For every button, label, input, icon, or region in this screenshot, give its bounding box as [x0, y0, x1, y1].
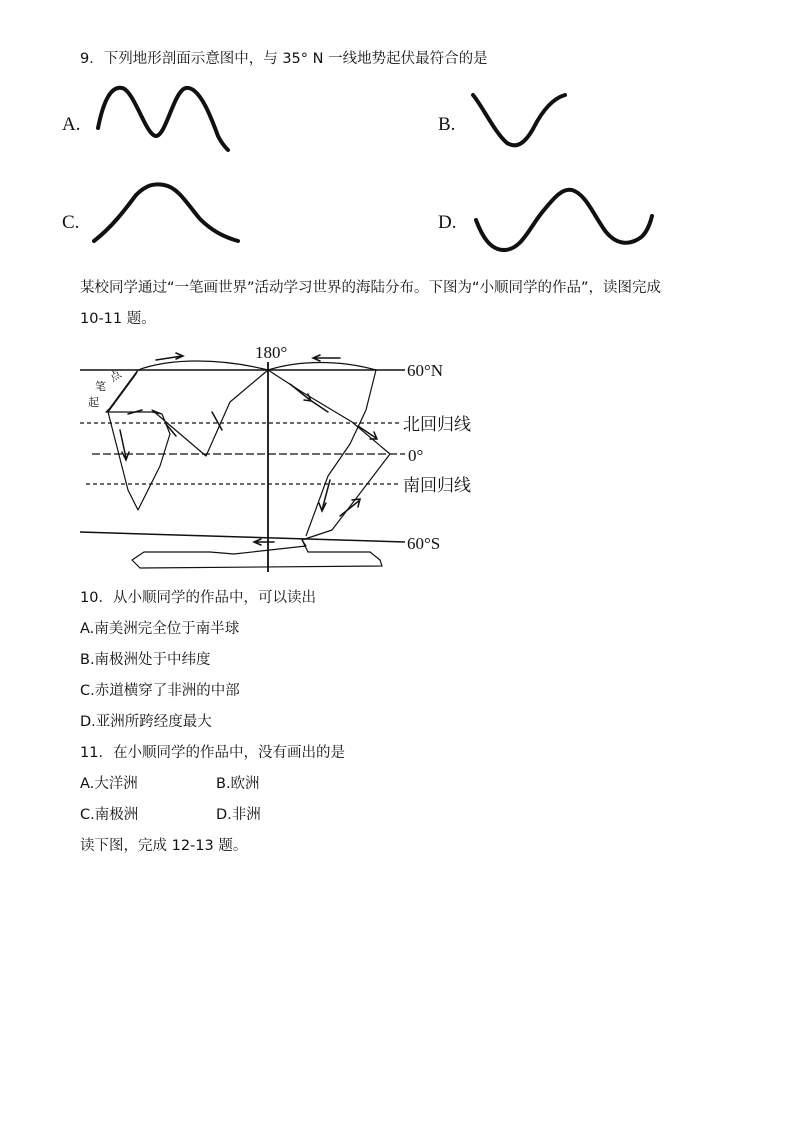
q10-option-a[interactable]: A.南美洲完全位于南半球 — [80, 621, 240, 637]
q11-option-d[interactable]: D.非洲 — [216, 807, 261, 823]
intro-line-1: 某校同学通过“一笔画世界”活动学习世界的海陆分布。下图为“小顺同学的作品”，读图完成 — [80, 280, 662, 296]
q9-option-a-label[interactable]: A. — [62, 114, 81, 135]
q9-option-d-label[interactable]: D. — [438, 212, 457, 233]
q11-option-c[interactable]: C.南极洲 — [80, 807, 139, 823]
q11-option-a[interactable]: A.大洋洲 — [80, 776, 138, 792]
arrow-marks — [120, 353, 377, 545]
q10-option-b[interactable]: B.南极洲处于中纬度 — [80, 652, 211, 668]
one-stroke-world-map — [70, 340, 490, 580]
line-60s — [80, 532, 405, 542]
q9-option-b-label[interactable]: B. — [438, 114, 456, 135]
q10-option-d[interactable]: D.亚洲所跨经度最大 — [80, 714, 212, 730]
q9-profile-b — [465, 85, 575, 155]
q11-option-b[interactable]: B.欧洲 — [216, 776, 260, 792]
q9-profile-a — [90, 80, 240, 160]
q10-question: 10．从小顺同学的作品中，可以读出 — [80, 590, 316, 606]
q9-question: 9．下列地形剖面示意图中，与 35° N 一线地势起伏最符合的是 — [80, 51, 488, 67]
label-tropic-n: 北回归线 — [403, 415, 471, 435]
q9-profile-d — [470, 180, 660, 255]
label-start-dian: 点 — [107, 367, 124, 385]
q9-profile-c — [88, 175, 248, 250]
label-60n: 60°N — [407, 361, 444, 380]
label-equator: 0° — [408, 446, 424, 465]
q9-option-c-label[interactable]: C. — [62, 212, 80, 233]
next-instruction: 读下图，完成 12-13 题。 — [80, 838, 248, 854]
label-tropic-s: 南回归线 — [403, 476, 471, 496]
label-start-qi: 起 — [88, 396, 99, 409]
label-180: 180° — [255, 343, 288, 362]
intro-line-2: 10-11 题。 — [80, 311, 156, 327]
q11-question: 11．在小顺同学的作品中，没有画出的是 — [80, 745, 345, 761]
label-start-bi: 笔 — [95, 380, 106, 393]
q10-option-c[interactable]: C.赤道横穿了非洲的中部 — [80, 683, 240, 699]
label-60s: 60°S — [407, 534, 441, 553]
